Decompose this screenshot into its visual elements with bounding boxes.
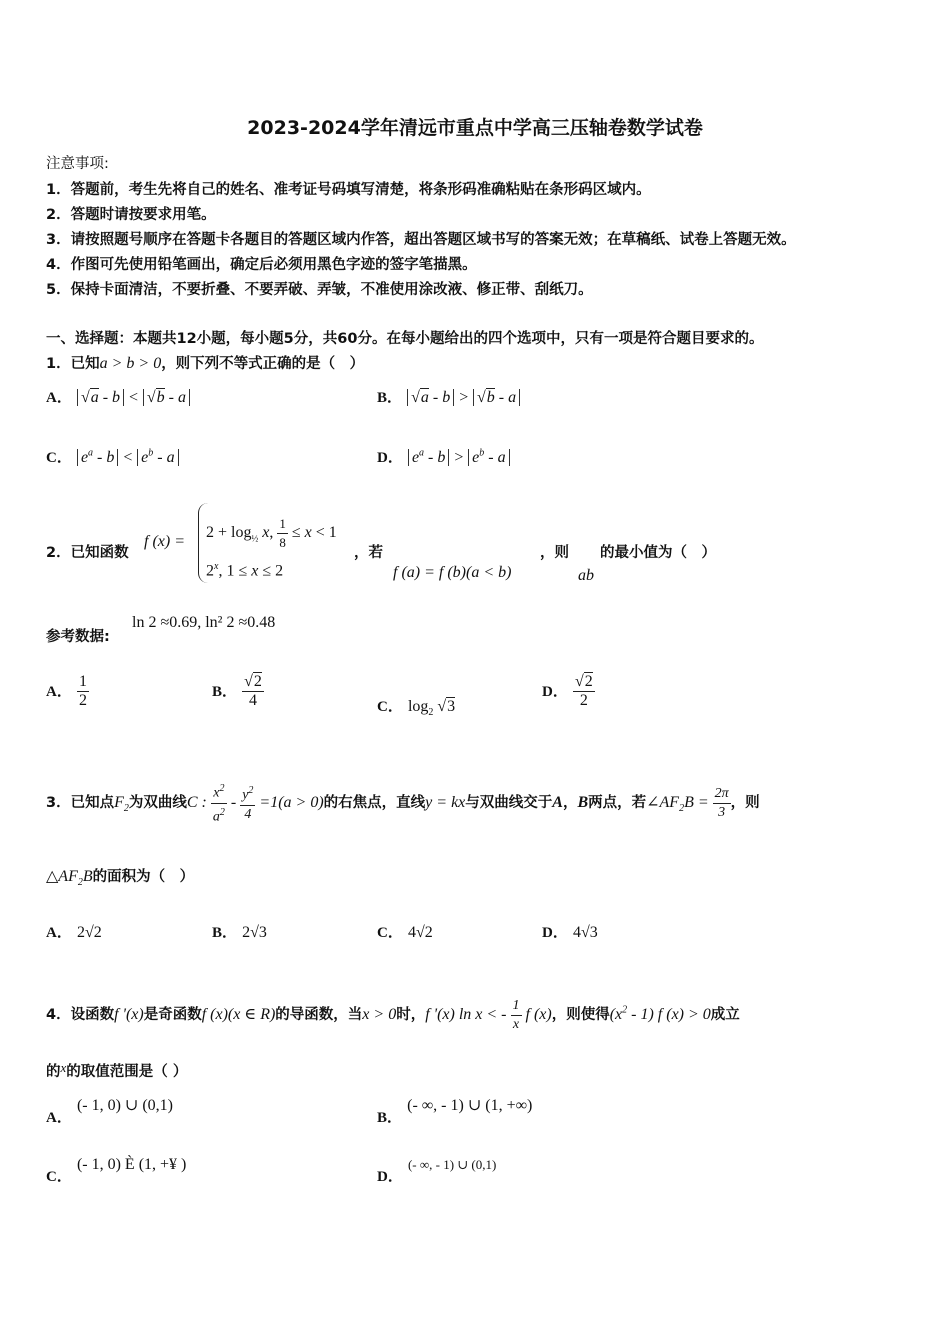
q4-text: 的 bbox=[46, 1064, 61, 1080]
q2-option-c[interactable] bbox=[377, 695, 455, 718]
q2-option-a[interactable] bbox=[46, 673, 89, 710]
option-formula: (- ∞, - 1) ∪ (1, +∞) bbox=[407, 1097, 533, 1114]
option-label: A． bbox=[46, 390, 72, 406]
q3-text: 为双曲线 bbox=[128, 794, 187, 811]
q2-reference-data: ln 2 ≈0.69, ln² 2 ≈0.48 bbox=[132, 614, 276, 631]
q2-option-d[interactable] bbox=[542, 673, 595, 710]
option-formula: $\frac{√2}{4}$ bbox=[244, 673, 262, 709]
question-4-line2: 的x的取值范围是（ ） bbox=[46, 1060, 188, 1080]
option-formula: (- ∞, - 1) ∪ (0,1) bbox=[407, 1157, 497, 1172]
question-4-stem: 4．设函数f '(x)是奇函数f (x)(x ∈ R)的导函数，当x > 0时，f '(x) ln x < - $\frac{1}{x}$ f (x)，则使得$(x^2 - 1)$ f (x) > 0成立 bbox=[46, 998, 740, 1032]
option-label: A． bbox=[46, 684, 72, 700]
q4-text: 的导函数，当 bbox=[275, 1007, 363, 1024]
option-formula: (- 1, 0) È (1, +¥ ) bbox=[76, 1156, 187, 1173]
q2-mid1: ，若 bbox=[354, 545, 383, 561]
question-1-stem bbox=[46, 352, 364, 373]
notice-item: 3．请按照题号顺序在答题卡各题目的答题区域内作答，超出答题区域书写的答案无效；在草稿纸、试卷上答题无效。 bbox=[46, 232, 796, 248]
option-label: B． bbox=[212, 684, 238, 700]
notice-heading: 注意事项: bbox=[46, 156, 109, 172]
option-formula: 4√3 bbox=[572, 924, 598, 941]
option-label: C． bbox=[46, 1169, 72, 1185]
notice-item: 5．保持卡面清洁，不要折叠、不要弄破、弄皱，不准使用涂改液、修正带、刮纸刀。 bbox=[46, 282, 593, 298]
option-formula: 2√3 bbox=[242, 924, 267, 941]
q2-reference-label: 参考数据: bbox=[46, 629, 110, 645]
q3-option-c[interactable] bbox=[377, 921, 433, 942]
q3-text: 的面积为（ ） bbox=[92, 869, 195, 885]
question-3-stem: 3．已知点$F_2$为双曲线C : $\frac{x^2}{a^2}$ - $\frac{y^2}{4}$ =1(a > 0)的右焦点，直线y = kx与双曲线交于A，B两点，若$\angle AF_2B$ = $\frac{2\pi}{3}$ ，则 bbox=[46, 780, 760, 826]
q4-prefix: 4．设函数 bbox=[46, 1007, 115, 1024]
q2-prefix: 2．已知函数 bbox=[46, 545, 129, 561]
q1-option-b[interactable] bbox=[377, 386, 520, 407]
option-formula: $\log_2 √3$ bbox=[407, 698, 456, 719]
q4-option-c[interactable] bbox=[46, 1153, 187, 1185]
q3-text: 两点，若 bbox=[588, 794, 647, 811]
option-formula: $\frac{√2}{2}$ bbox=[574, 673, 593, 709]
option-label: A． bbox=[46, 1110, 72, 1126]
q1-suffix: ，则下列不等式正确的是（ ） bbox=[161, 356, 365, 372]
q2-mid2: ，则 bbox=[540, 545, 569, 561]
q4-text: ，则使得 bbox=[551, 1007, 610, 1024]
option-label: D． bbox=[377, 1169, 403, 1185]
q4-option-d[interactable] bbox=[377, 1153, 497, 1185]
q4-option-a[interactable] bbox=[46, 1094, 173, 1126]
q4-inequality: f '(x) ln x < - $\frac{1}{x}$ f (x) bbox=[425, 998, 552, 1032]
section-heading: 一、选择题：本题共12小题，每小题5分，共60分。在每小题给出的四个选项中，只有一项是符合题目要求的。 bbox=[46, 331, 764, 347]
q2-condition: f (a) = f (b)(a < b) bbox=[393, 564, 512, 581]
q3-option-b[interactable] bbox=[212, 921, 267, 942]
option-label: C． bbox=[377, 925, 403, 941]
q3-hyperbola: C : $\frac{x^2}{a^2}$ - $\frac{y^2}{4}$ =1(a > 0) bbox=[187, 794, 324, 811]
q1-option-c[interactable] bbox=[46, 446, 179, 467]
option-label: D． bbox=[542, 684, 568, 700]
q2-option-b[interactable] bbox=[212, 673, 264, 710]
q2-target: ab bbox=[578, 567, 594, 584]
option-formula: (- 1, 0) ∪ (0,1) bbox=[76, 1097, 173, 1114]
q1-option-d[interactable] bbox=[377, 446, 510, 467]
q1-option-a[interactable] bbox=[46, 386, 190, 407]
option-label: C． bbox=[377, 699, 403, 715]
option-label: B． bbox=[377, 390, 403, 406]
q3-option-d[interactable] bbox=[542, 921, 598, 942]
question-3-line2: $\triangle AF_2B$的面积为（ ） bbox=[46, 868, 195, 889]
notice-item: 1．答题前，考生先将自己的姓名、准考证号码填写清楚，将条形码准确粘贴在条形码区域内。 bbox=[46, 182, 651, 198]
option-label: B． bbox=[377, 1110, 403, 1126]
option-formula: $e^a - b < e^b - a$ bbox=[77, 449, 179, 466]
q1-condition: a > b > 0 bbox=[99, 355, 162, 372]
option-formula: $e^a - b > e^b - a$ bbox=[408, 449, 510, 466]
option-label: A． bbox=[46, 925, 72, 941]
option-formula: $\frac{1}{2}$ bbox=[78, 673, 87, 709]
exam-page: 2023-2024学年清远市重点中学高三压轴卷数学试卷 注意事项: 1．答题前，考生先将自己的姓名、准考证号码填写清楚，将条形码准确粘贴在条形码区域内。 2．答题时请按要求用笔。 3．请按照题号顺序在答题卡各题目的答题区域内作答，超出答题区域书写的答案无效；在草稿纸、试卷上答题无效。 4．作图可先使用铅笔画出，确定后必须用黑色字迹的签字笔描黑。 5．保持卡面清洁，不要折叠、不要弄破、弄皱，不准使用涂改液、修正带、刮纸刀。 一、选择题：本题共12小题，每小题5分，共60分。在每小题给出的四个选项中，只有一项是符合题目要求的。 1．已知a > b > 0，则下列不等式正确的是（ ） A． √a - b < √b - a B． √a - b > √b - a C． $e^a - b < e^b - a$ D． $e^a - b > e^b - a$ 2．已知函数 f (x) = $2 + \log_{\frac{1}{2}} x$, $\frac{1}{8}$ ≤ x < 1 2$^x$, 1 ≤ x ≤ 2 ，若 f (a) = f (b)(a < b) ，则 ab 的最小值为（ ） 参考数据: ln 2 ≈0.69, ln² 2 ≈0.48 A． $\frac{1}{2}$ B． $\frac{√2}{4}$ C． $\log_2 √3$ D． $\frac{√2}{2}$ 3．已知点$F_2$为双曲线C : $\frac{x^2}{a^2}$ - $\frac{y^2}{4}$ =1(a > 0)的右焦点，直线y = kx与双曲线交于A，B两点，若$\angle AF_2B$ = $\frac{2\pi}{3}$ ，则 $\triangle AF_2B$的面积为（ ） A． 2√2 B． 2√3 C． 4√2 D． 4√3 4．设函数f '(x)是奇函数f (x)(x ∈ R)的导函数，当x > 0时，f '(x) ln x < - $\frac{1}{x}$ f (x)，则使得$(x^2 - 1)$ f (x) > 0成立 的x的取值范围是（ ） A． (- 1, 0) ∪ (0,1) B． (- ∞, - 1) ∪ (1, +∞) C． (- 1, 0) È (1, +¥ ) D． (- ∞, - 1) ∪ (0,1) bbox=[0, 0, 950, 1344]
notice-item: 2．答题时请按要求用笔。 bbox=[46, 207, 216, 223]
option-label: B． bbox=[212, 925, 238, 941]
option-label: D． bbox=[542, 925, 568, 941]
option-label: D． bbox=[377, 450, 403, 466]
q1-prefix: 1．已知 bbox=[46, 356, 100, 372]
q2-suffix: 的最小值为（ ） bbox=[600, 545, 716, 561]
q3-text: ，则 bbox=[730, 794, 760, 811]
q3-text: 与双曲线交于 bbox=[465, 794, 553, 811]
option-formula: 4√2 bbox=[407, 924, 433, 941]
q3-prefix: 3．已知点 bbox=[46, 794, 115, 811]
q4-text: 是奇函数 bbox=[143, 1007, 202, 1024]
option-label: C． bbox=[46, 450, 72, 466]
option-formula: 2√2 bbox=[76, 924, 102, 941]
q4-text: 成立 bbox=[710, 1007, 740, 1024]
option-formula: √a - b < √b - a bbox=[77, 389, 190, 406]
page-title: 2023-2024学年清远市重点中学高三压轴卷数学试卷 bbox=[247, 117, 703, 139]
option-formula: √a - b > √b - a bbox=[407, 389, 520, 406]
q3-text: 的右焦点，直线 bbox=[323, 794, 426, 811]
q3-option-a[interactable] bbox=[46, 921, 102, 942]
q3-angle: $\angle AF_2B$ = $\frac{2\pi}{3}$ bbox=[646, 785, 729, 820]
notice-item: 4．作图可先使用铅笔画出，确定后必须用黑色字迹的签字笔描黑。 bbox=[46, 257, 477, 273]
q4-text: 的取值范围是（ ） bbox=[66, 1064, 188, 1080]
q4-option-b[interactable] bbox=[377, 1094, 533, 1126]
q4-text: 时， bbox=[396, 1007, 426, 1024]
